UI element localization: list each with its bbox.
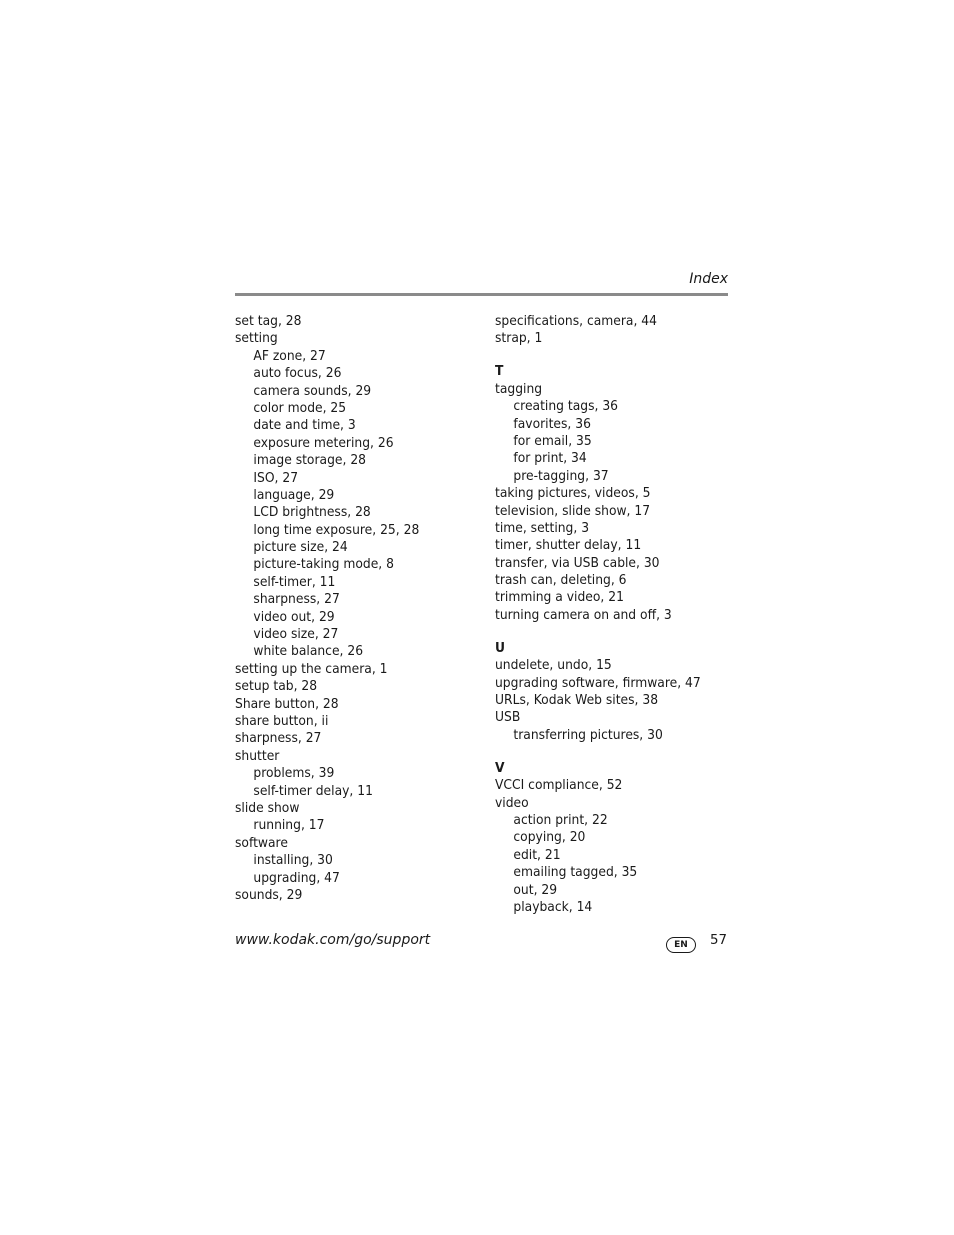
index-entry: shutter [235,748,280,764]
index-entry: television, slide show, 17 [495,503,651,519]
index-entry: tagging [495,381,543,397]
index-subentry: picture size, 24 [253,540,348,556]
index-entry: set tag, 28 [235,314,302,329]
language-badge: EN [666,937,696,953]
section-gap [495,624,701,640]
index-subentry: color mode, 25 [253,400,347,416]
index-entry: slide show [235,800,300,816]
index-entry: taking pictures, videos, 5 [495,486,651,502]
index-subentry: picture-taking mode, 8 [253,557,394,573]
index-entry: turning camera on and off, 3 [495,607,672,623]
index-subentry: video out, 29 [253,609,335,625]
index-entry: setup tab, 28 [235,679,318,695]
header-rule [235,293,728,296]
index-subentry: transferring pictures, 30 [513,727,663,743]
index-entry: setting [235,331,278,347]
index-entry: setting up the camera, 1 [235,661,388,677]
index-subentry: language, 29 [253,487,335,503]
index-subentry: white balance, 26 [253,644,364,660]
index-subentry: date and time, 3 [253,418,356,434]
index-subentry: problems, 39 [253,766,335,782]
index-entry: VCCI compliance, 52 [495,778,623,794]
index-entry: upgrading software, firmware, 47 [495,675,701,691]
index-entry: trimming a video, 21 [495,590,624,606]
index-entry: sounds, 29 [235,887,303,903]
index-subentry: auto focus, 26 [253,366,342,382]
section-gap [495,744,701,760]
index-entry: Share button, 28 [235,696,339,712]
index-entry: time, setting, 3 [495,520,590,536]
index-subentry: for print, 34 [513,451,587,467]
index-subentry: edit, 21 [513,847,561,863]
support-url: www.kodak.com/go/support [235,932,431,948]
index-subentry: image storage, 28 [253,453,366,469]
index-section-letter: V [495,760,505,776]
index-subentry: emailing tagged, 35 [513,865,638,881]
index-subentry: running, 17 [253,818,325,834]
index-entry: software [235,835,288,851]
index-subentry: sharpness, 27 [253,592,340,608]
index-subentry: out, 29 [513,882,558,898]
index-entry: undelete, undo, 15 [495,658,612,674]
index-subentry: ISO, 27 [253,470,299,486]
index-subentry: pre-tagging, 37 [513,468,609,484]
index-subentry: self-timer, 11 [253,574,336,590]
index-entry: URLs, Kodak Web sites, 38 [495,693,659,708]
index-section-letter: U [495,640,506,656]
index-column-left [235,313,419,904]
index-entry: trash can, deleting, 6 [495,573,627,589]
index-subentry: AF zone, 27 [253,348,326,364]
index-entry: video [495,795,529,811]
running-header: Index [689,271,728,287]
index-subentry: action print, 22 [513,812,608,828]
index-subentry: installing, 30 [253,853,333,869]
index-column-right [495,313,701,916]
index-subentry: exposure metering, 26 [253,435,394,451]
index-entry: specifications, camera, 44 [495,314,657,329]
index-entry: strap, 1 [495,331,543,347]
index-subentry: for email, 35 [513,433,592,449]
page-number: 57 [710,933,728,948]
index-subentry: copying, 20 [513,830,586,846]
index-entry: transfer, via USB cable, 30 [495,555,660,571]
index-subentry: creating tags, 36 [513,399,619,415]
index-entry: USB [495,710,521,726]
index-subentry: favorites, 36 [513,416,591,432]
index-subentry: upgrading, 47 [253,870,340,886]
index-entry: timer, shutter delay, 11 [495,538,642,554]
index-section-letter: T [495,364,504,380]
index-subentry: LCD brightness, 28 [253,505,371,521]
index-subentry: camera sounds, 29 [253,383,372,399]
index-entry: sharpness, 27 [235,731,322,747]
index-subentry: long time exposure, 25, 28 [253,522,420,538]
index-subentry: video size, 27 [253,627,339,643]
section-gap [495,348,701,364]
index-subentry: self-timer delay, 11 [253,783,373,799]
index-subentry: playback, 14 [513,899,593,915]
index-entry: share button, ii [235,713,329,729]
